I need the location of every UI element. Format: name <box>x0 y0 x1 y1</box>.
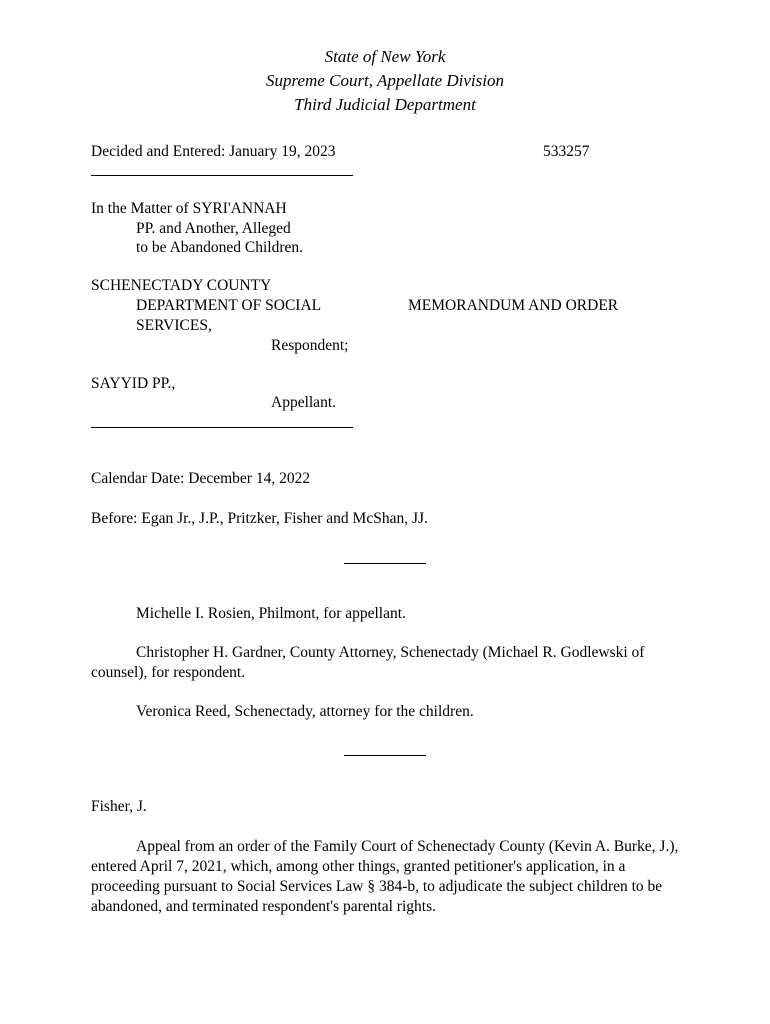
decided-date: Decided and Entered: January 19, 2023 <box>91 143 336 160</box>
opinion-paragraph: Appeal from an order of the Family Court of Schenectady County (Kevin A. Burke, J.), entered April 7, 2021, which, among other things, granted petitioner's application, in a proceeding pursuant to Social Services Law § 384-b, to adjudicate the subject children to be abandoned, and terminated respondent's parental rights. <box>91 838 679 915</box>
petitioner-role: Respondent; <box>271 337 349 354</box>
court-name: Supreme Court, Appellate Division <box>266 71 504 90</box>
petitioner-line-1: SCHENECTADY COUNTY <box>91 277 272 294</box>
appellant-name: SAYYID PP., <box>91 375 176 392</box>
panel-before: Before: Egan Jr., J.P., Pritzker, Fisher and McShan, JJ. <box>91 510 428 527</box>
section-divider <box>344 755 426 756</box>
opinion-author: Fisher, J. <box>91 798 147 815</box>
calendar-date: Calendar Date: December 14, 2022 <box>91 470 311 487</box>
matter-line-1: In the Matter of SYRI'ANNAH <box>91 200 287 217</box>
petitioner-line-3: SERVICES, <box>136 317 212 334</box>
appellant-role: Appellant. <box>271 394 336 411</box>
matter-line-3: to be Abandoned Children. <box>136 239 304 256</box>
counsel-appellant: Michelle I. Rosien, Philmont, for appellant. <box>136 605 406 622</box>
court-department: Third Judicial Department <box>294 95 476 114</box>
caption-bottom-rule <box>91 427 353 428</box>
court-state: State of New York <box>324 47 446 66</box>
docket-number: 533257 <box>543 143 590 160</box>
counsel-respondent: Christopher H. Gardner, County Attorney, Schenectady (Michael R. Godlewski of counsel), for respondent. <box>91 644 645 681</box>
petitioner-line-2: DEPARTMENT OF SOCIAL <box>136 297 322 314</box>
caption-top-rule <box>91 175 353 176</box>
order-type: MEMORANDUM AND ORDER <box>408 297 619 314</box>
section-divider <box>344 563 426 564</box>
matter-line-2: PP. and Another, Alleged <box>136 220 291 237</box>
counsel-children: Veronica Reed, Schenectady, attorney for the children. <box>136 703 474 720</box>
